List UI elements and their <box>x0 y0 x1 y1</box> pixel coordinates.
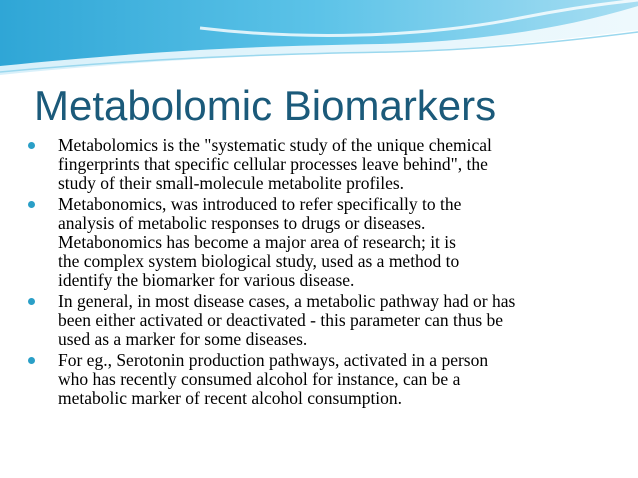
bullet-line: For eg., Serotonin production pathways, activated in a person <box>58 350 489 370</box>
bullet-point-icon <box>28 201 35 208</box>
bullet-item <box>24 136 620 193</box>
bullet-item <box>24 292 620 349</box>
bullet-item <box>24 351 620 408</box>
bullet-line: In general, in most disease cases, a metabolic pathway had or has <box>58 291 516 311</box>
bullet-point-icon <box>28 298 35 305</box>
bullet-line: Metabonomics has become a major area of research; it is <box>58 232 456 252</box>
bullet-item <box>24 195 620 290</box>
header-wave-decoration <box>0 0 638 90</box>
bullet-line: study of their small-molecule metabolite profiles. <box>58 173 405 193</box>
bullet-line: Metabonomics, was introduced to refer specifically to the <box>58 194 462 214</box>
bullet-line: the complex system biological study, used as a method to <box>58 251 460 271</box>
bullet-line: used as a marker for some diseases. <box>58 329 308 349</box>
slide-title: Metabolomic Biomarkers <box>34 82 497 129</box>
bullet-line: fingerprints that specific cellular processes leave behind", the <box>58 154 488 174</box>
bullet-line: identify the biomarker for various disease. <box>58 270 355 290</box>
bullet-line: analysis of metabolic responses to drugs or diseases. <box>58 213 426 233</box>
bullet-list <box>24 136 620 410</box>
bullet-point-icon <box>28 142 35 149</box>
bullet-line: who has recently consumed alcohol for instance, can be a <box>58 369 461 389</box>
bullet-line: Metabolomics is the "systematic study of the unique chemical <box>58 135 492 155</box>
bullet-point-icon <box>28 357 35 364</box>
bullet-line: been either activated or deactivated - this parameter can thus be <box>58 310 504 330</box>
bullet-line: metabolic marker of recent alcohol consumption. <box>58 388 403 408</box>
